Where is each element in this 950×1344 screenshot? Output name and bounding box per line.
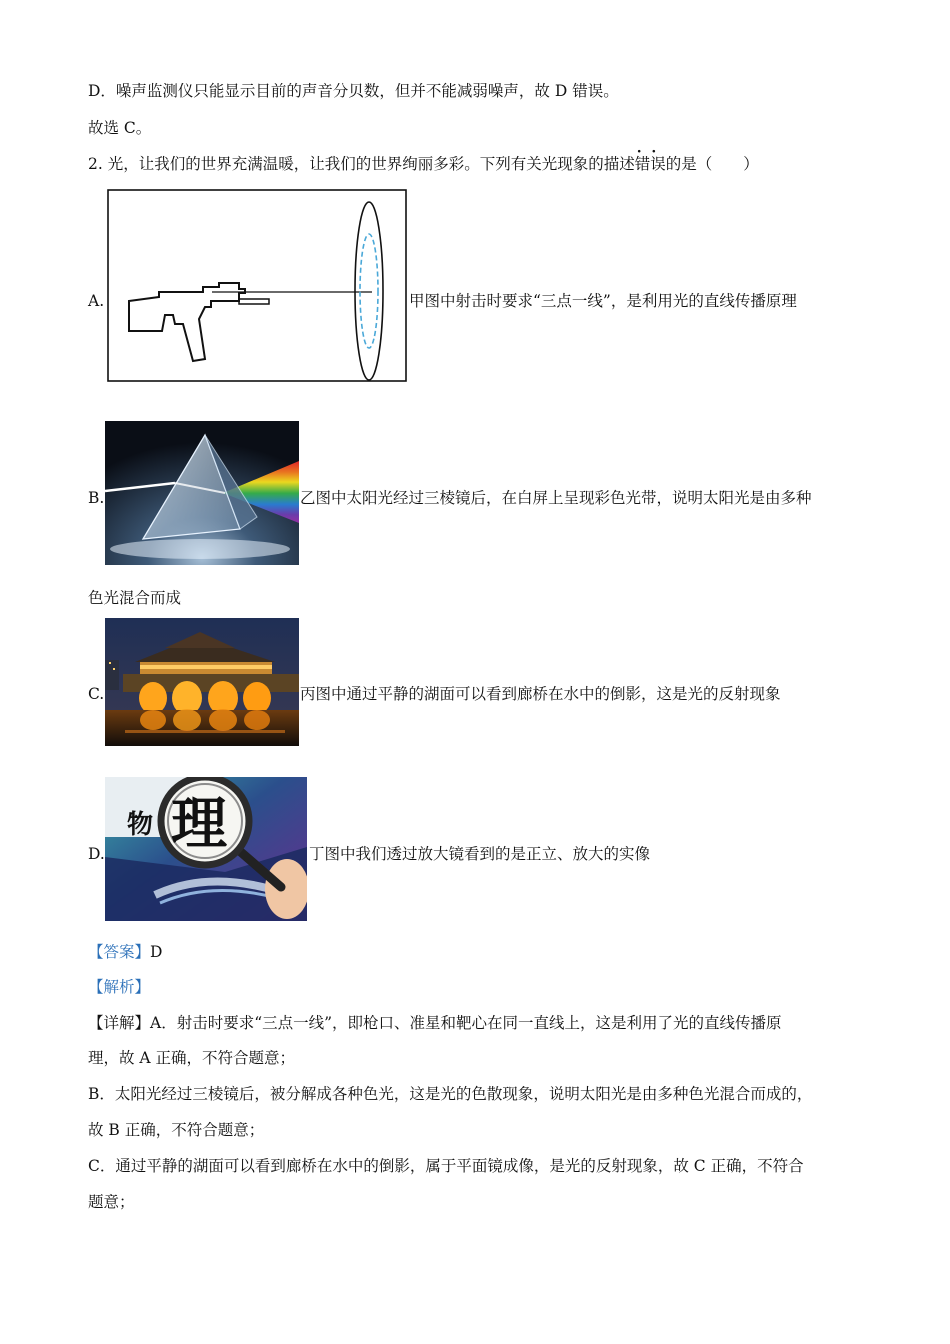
option-d-letter: D. — [88, 845, 105, 863]
option-b-letter: B. — [88, 489, 105, 507]
detail-line-5: C．通过平静的湖面可以看到廊桥在水中的倒影，属于平面镜成像，是光的反射现象，故 C 正确，不符合 — [88, 1157, 804, 1175]
figure-bridge-reflection — [105, 618, 299, 746]
magnifier-big-char: 理 — [171, 791, 227, 857]
stem-after: 的是（ ） — [665, 155, 759, 173]
detail-line-2: 理，故 A 正确，不符合题意； — [88, 1049, 296, 1067]
detail-line-6: 题意； — [88, 1193, 135, 1211]
figure-prism-dispersion — [105, 421, 299, 565]
option-b-text: 乙图中太阳光经过三棱镜后，在白屏上呈现彩色光带，说明太阳光是由多种 — [300, 489, 812, 507]
detail-line-3: B．太阳光经过三棱镜后，被分解成各种色光，这是光的色散现象，说明太阳光是由多种色光混合而成的， — [88, 1085, 813, 1103]
prev-solution-d: D．噪声监测仪只能显示目前的声音分贝数，但并不能减弱噪声，故 D 错误。 — [88, 82, 619, 100]
option-a-text: 甲图中射击时要求“三点一线”，是利用光的直线传播原理 — [409, 292, 797, 310]
answer-tag: 【答案】 — [88, 943, 151, 961]
option-c-letter: C. — [88, 685, 105, 703]
figure-magnifier — [105, 777, 307, 921]
analysis-tag: 【解析】 — [88, 978, 151, 996]
detail-text-1: A．射击时要求“三点一线”，即枪口、准星和靶心在同一直线上，这是利用了光的直线传播原 — [150, 1014, 782, 1032]
magnifier-small-char: 物 — [127, 810, 154, 840]
figure-gun-shooting — [107, 189, 407, 382]
option-c-text: 丙图中通过平静的湖面可以看到廊桥在水中的倒影，这是光的反射现象 — [300, 685, 781, 703]
question-stem — [88, 153, 759, 175]
option-d-text: 丁图中我们透过放大镜看到的是正立、放大的实像 — [309, 845, 651, 863]
stem-emphasis: · · 错误 — [635, 153, 666, 175]
detail-line-1 — [88, 1012, 782, 1034]
stem-before: 2. 光，让我们的世界充满温暖，让我们的世界绚丽多彩。下列有关光现象的描述 — [88, 155, 635, 173]
prev-conclusion: 故选 C。 — [88, 119, 152, 137]
answer-line — [88, 941, 162, 963]
detail-line-4: 故 B 正确，不符合题意； — [88, 1121, 265, 1139]
option-a-letter: A. — [88, 292, 105, 310]
detail-tag: 【详解】 — [88, 1014, 151, 1032]
option-b-text-continued: 色光混合而成 — [88, 589, 182, 607]
answer-value: D — [150, 943, 163, 961]
